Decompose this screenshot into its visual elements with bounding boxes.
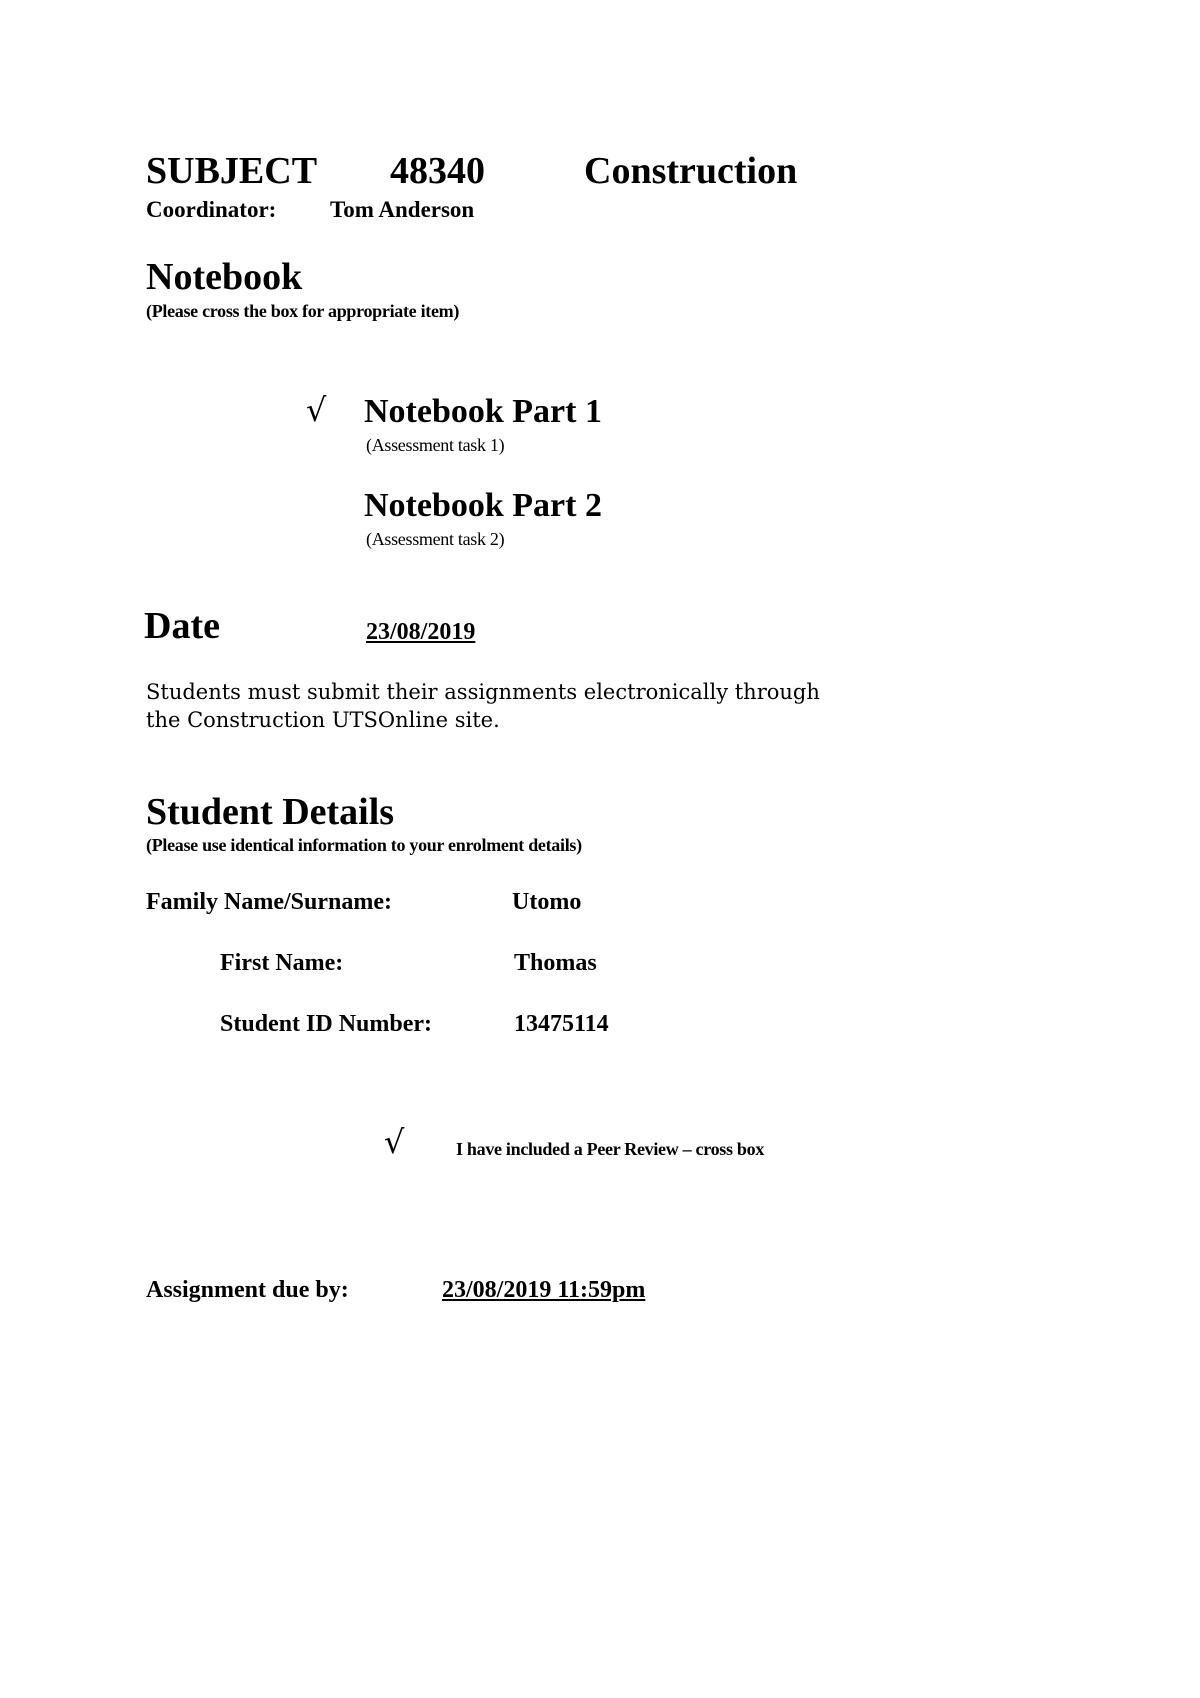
student-details-heading: Student Details	[146, 791, 395, 833]
subject-code: 48340	[390, 150, 485, 192]
subject-label: SUBJECT	[146, 150, 318, 192]
date-label: Date	[144, 605, 220, 647]
notebook-part-1-subtitle: (Assessment task 1)	[366, 435, 505, 455]
coordinator-label: Coordinator:	[146, 197, 277, 222]
submission-note-line-1: Students must submit their assignments electronically through	[146, 680, 820, 704]
subject-name: Construction	[584, 150, 798, 192]
submission-note-line-2: the Construction UTSOnline site.	[146, 708, 500, 732]
family-name-label: Family Name/Surname:	[146, 889, 392, 915]
notebook-part-1-check-icon[interactable]: √	[306, 391, 327, 429]
student-id-label: Student ID Number:	[220, 1011, 433, 1037]
peer-review-text: I have included a Peer Review – cross box	[456, 1139, 765, 1159]
coordinator-name: Tom Anderson	[330, 197, 475, 222]
date-value: 23/08/2019	[366, 619, 476, 645]
family-name-value: Utomo	[512, 889, 582, 915]
notebook-instruction: (Please cross the box for appropriate item)	[146, 301, 460, 321]
notebook-part-2-title: Notebook Part 2	[364, 487, 602, 524]
peer-review-check-icon[interactable]: √	[384, 1123, 405, 1161]
due-label: Assignment due by:	[146, 1277, 349, 1303]
first-name-label: First Name:	[220, 950, 344, 976]
notebook-part-2-subtitle: (Assessment task 2)	[366, 529, 505, 549]
first-name-value: Thomas	[514, 950, 597, 976]
notebook-part-1-title: Notebook Part 1	[364, 393, 602, 430]
notebook-heading: Notebook	[146, 256, 303, 298]
student-id-value: 13475114	[514, 1011, 609, 1037]
due-value: 23/08/2019 11:59pm	[442, 1277, 646, 1303]
student-details-instruction: (Please use identical information to your enrolment details)	[146, 835, 582, 855]
